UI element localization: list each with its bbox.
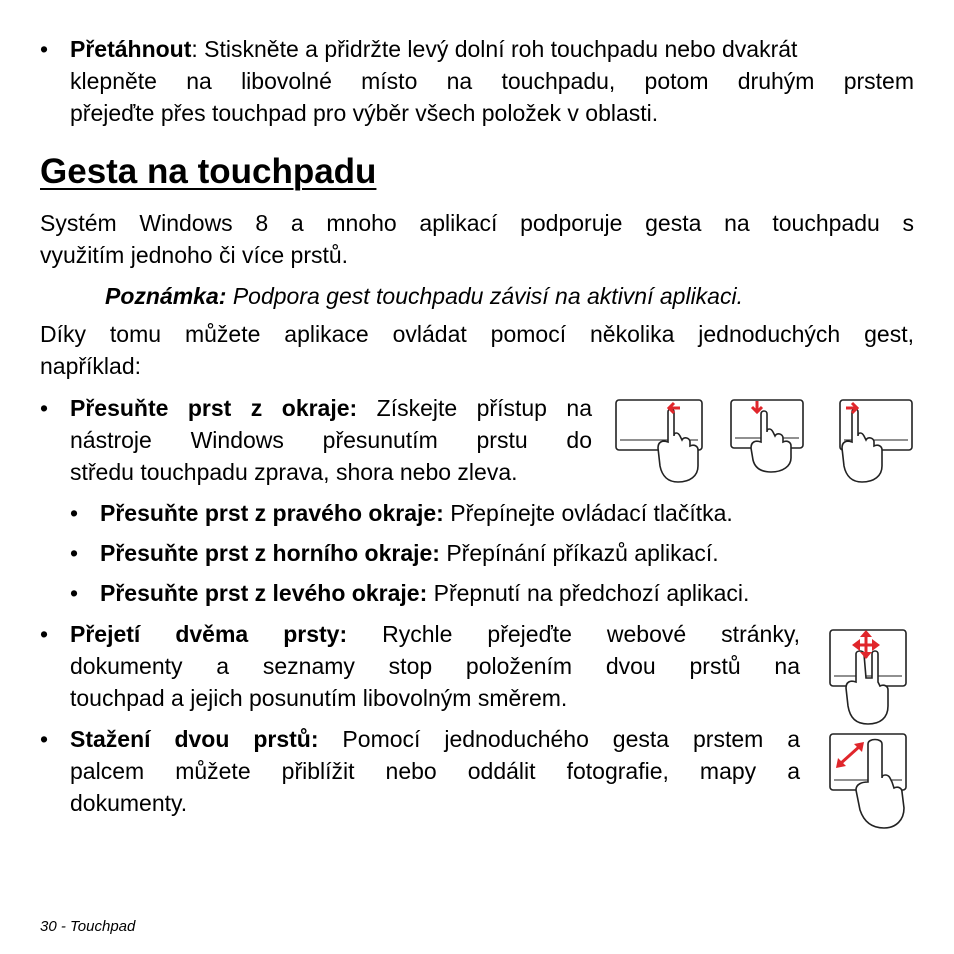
sub-left-text: Přepnutí na předchozí aplikaci.	[427, 580, 750, 606]
pinch-term: Stažení dvou prstů:	[70, 726, 319, 752]
swipe-bullet	[70, 392, 592, 488]
pinch-text-2: palcem můžete přiblížit nebo oddálit fotografie, mapy a	[70, 758, 800, 784]
bullet-glyph: •	[40, 36, 49, 62]
swipe-right-edge-icon	[612, 396, 708, 486]
bullet-glyph: •	[40, 726, 49, 752]
sub-bullet-right	[100, 497, 733, 529]
drag-bullet	[70, 33, 914, 129]
swipe-text-3: středu touchpadu zprava, shora nebo zleva.	[70, 459, 518, 485]
drag-term: Přetáhnout	[70, 36, 192, 62]
gestures-paragraph	[40, 318, 914, 382]
bullet-glyph: •	[40, 395, 49, 421]
drag-text-1: : Stiskněte a přidržte levý dolní roh touchpadu nebo dvakrát	[191, 36, 798, 62]
sub-bullet-top	[100, 537, 719, 569]
pinch-bullet	[70, 723, 800, 819]
note-text: Podpora gest touchpadu závisí na aktivní aplikaci.	[226, 283, 743, 309]
sub-left-term: Přesuňte prst z levého okraje:	[100, 580, 428, 606]
two-finger-term: Přejetí dvěma prsty:	[70, 621, 348, 647]
two-finger-bullet	[70, 618, 800, 714]
sub-right-term: Přesuňte prst z pravého okraje:	[100, 500, 444, 526]
page-footer: 30 - Touchpad	[40, 918, 136, 935]
pinch-text-1: Pomocí jednoduchého gesta prstem a	[318, 726, 801, 752]
intro-line-2: využitím jednoho či více prstů.	[40, 242, 349, 268]
section-heading: Gesta na touchpadu	[40, 152, 377, 191]
note	[105, 280, 743, 312]
swipe-text-1: Získejte přístup na	[357, 395, 592, 421]
sub-top-text: Přepínání příkazů aplikací.	[439, 540, 719, 566]
sub-bullet-left	[100, 577, 749, 609]
swipe-term: Přesuňte prst z okraje:	[70, 395, 358, 421]
swipe-top-edge-icon	[727, 396, 809, 476]
sub-right-text: Přepínejte ovládací tlačítka.	[443, 500, 733, 526]
sub-bullet-glyph: •	[70, 580, 79, 606]
pinch-zoom-icon	[826, 730, 910, 832]
swipe-text-2: nástroje Windows přesunutím prstu do	[70, 427, 592, 453]
two-finger-text-1: Rychle přejeďte webové stránky,	[347, 621, 800, 647]
bullet-glyph: •	[40, 621, 49, 647]
note-label: Poznámka:	[105, 283, 227, 309]
sub-bullet-glyph: •	[70, 540, 79, 566]
gestures-line-2: například:	[40, 353, 142, 379]
drag-text-2: klepněte na libovolné místo na touchpadu, potom druhým prstem	[70, 68, 914, 94]
intro-paragraph	[40, 207, 914, 271]
sub-bullet-glyph: •	[70, 500, 79, 526]
gestures-line-1: Díky tomu můžete aplikace ovládat pomocí několika jednoduchých gest,	[40, 321, 914, 347]
intro-line-1: Systém Windows 8 a mnoho aplikací podporuje gesta na touchpadu s	[40, 210, 914, 236]
pinch-text-3: dokumenty.	[70, 790, 188, 816]
sub-top-term: Přesuňte prst z horního okraje:	[100, 540, 440, 566]
drag-text-3: přejeďte přes touchpad pro výběr všech položek v oblasti.	[70, 100, 659, 126]
two-finger-text-3: touchpad a jejich posunutím libovolným směrem.	[70, 685, 568, 711]
two-finger-text-2: dokumenty a seznamy stop položením dvou prstů na	[70, 653, 800, 679]
swipe-left-edge-icon	[836, 396, 918, 486]
two-finger-scroll-icon	[826, 626, 910, 728]
